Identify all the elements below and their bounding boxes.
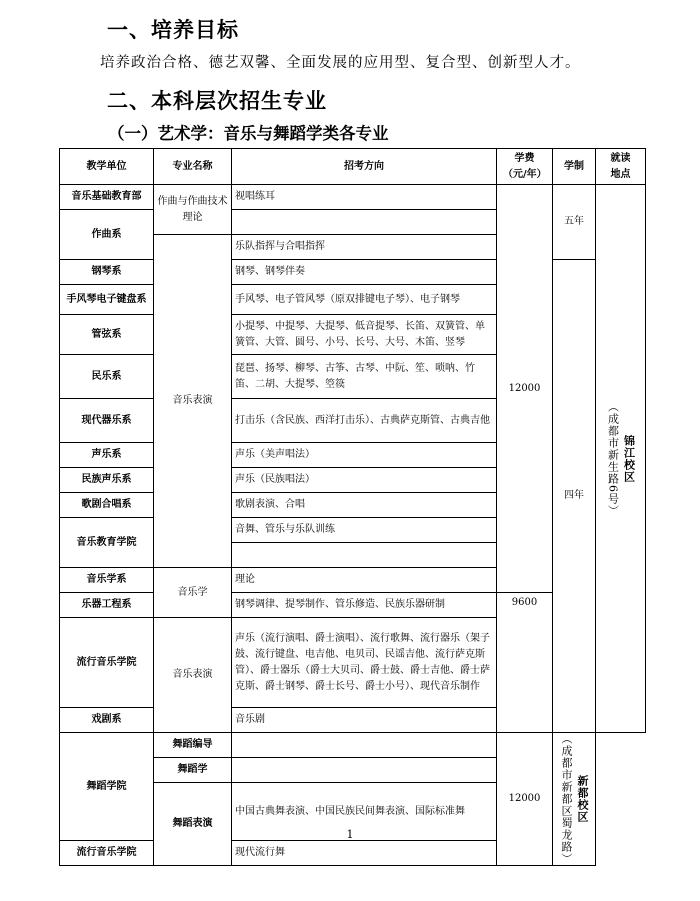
header-duration: 学制 [553,149,596,185]
table-row [60,185,646,210]
major-cell: 舞蹈学 [154,758,232,783]
header-fee-label: 学费（元/年） [503,152,547,180]
fee-cell: 12000 [497,185,553,593]
direction-cell [232,543,497,568]
unit-cell: 流行音乐学院 [60,618,154,708]
direction-cell: 小提琴、中提琴、大提琴、低音提琴、长笛、双簧管、单簧管、大管、圆号、小号、长号、大号、木笛、竖琴 [232,315,497,355]
direction-cell [232,210,497,235]
direction-cell: 打击乐（含民族、西洋打击乐）、古典萨克斯管、古典吉他 [232,399,497,443]
unit-cell: 手风琴电子键盘系 [60,285,154,315]
unit-cell: 乐器工程系 [60,593,154,618]
location-jinjiang [599,185,642,732]
direction-cell: 现代流行舞 [232,841,497,866]
unit-cell: 钢琴系 [60,260,154,285]
direction-cell: 声乐（流行演唱、爵士演唱）、流行歌舞、流行器乐（架子鼓、流行键盘、电吉他、电贝司、民谣吉他、流行萨克斯管）、爵士器乐（爵士大贝司、爵士鼓、爵士吉他、爵士萨克斯、爵士钢琴、爵士长号、爵士小号）、现代音乐制作 [232,618,497,708]
unit-cell: 戏剧系 [60,708,154,733]
major-cell: 音乐学 [154,568,232,618]
enrollment-majors-table [59,148,646,866]
major-cell: 舞蹈表演 [154,783,232,866]
goals-text: 培养政治合格、德艺双馨、全面发展的应用型、复合型、创新型人才。 [100,55,581,71]
header-location [596,149,646,185]
direction-cell: 手风琴、电子管风琴（原双排键电子琴）、电子钢琴 [232,285,497,315]
location-name: 新都校区 [576,775,589,823]
header-fee [497,149,553,185]
unit-cell: 声乐系 [60,443,154,468]
table-row [60,733,646,758]
table-row [60,260,646,285]
fee-cell: 9600 [497,593,553,733]
duration-cell: 四年 [553,260,596,733]
direction-cell: 钢琴调律、提琴制作、管乐修造、民族乐器研制 [232,593,497,618]
direction-cell: 音乐剧 [232,708,497,733]
header-unit: 教学单位 [60,149,154,185]
header-direction: 招考方向 [232,149,497,185]
major-cell: 音乐表演 [154,618,232,733]
unit-cell: 音乐教育学院 [60,518,154,568]
major-cell: 舞蹈编导 [154,733,232,758]
unit-cell: 民乐系 [60,355,154,399]
direction-cell: 钢琴、钢琴伴奏 [232,260,497,285]
location-cell [553,733,596,866]
unit-cell: 流行音乐学院 [60,841,154,866]
major-cell: 作曲与作曲技术理论 [154,185,232,235]
direction-cell [232,758,497,783]
direction-cell: 理论 [232,568,497,593]
unit-cell: 民族声乐系 [60,468,154,493]
location-xindu [556,733,592,865]
unit-cell: 歌剧合唱系 [60,493,154,518]
header-location-label: 就读地点 [610,152,631,180]
direction-cell: 视唱练耳 [232,185,497,210]
header-major: 专业名称 [154,149,232,185]
table-header-row [60,149,646,185]
direction-cell: 声乐（美声唱法） [232,443,497,468]
unit-cell: 管弦系 [60,315,154,355]
location-cell [596,185,646,733]
location-address: （成都市新生路6号） [606,400,620,517]
direction-cell: 音舞、管乐与乐队训练 [232,518,497,543]
major-cell: 音乐表演 [154,235,232,568]
section-heading-goals: 一、培养目标 [107,18,239,42]
section-heading-majors: 二、本科层次招生专业 [107,89,327,113]
unit-cell: 作曲系 [60,210,154,260]
duration-cell: 五年 [553,185,596,260]
direction-cell: 中国古典舞表演、中国民族民间舞表演、国际标准舞 [232,783,497,841]
subsection-heading-music-dance: （一）艺术学：音乐与舞蹈学类各专业 [108,124,389,143]
unit-cell: 音乐基础教育部 [60,185,154,210]
direction-cell: 乐队指挥与合唱指挥 [232,235,497,260]
direction-cell: 声乐（民族唱法） [232,468,497,493]
unit-cell: 舞蹈学院 [60,733,154,841]
fee-cell: 12000 [497,733,553,866]
direction-cell [232,733,497,758]
unit-cell: 现代器乐系 [60,399,154,443]
location-address: （成都市新都区蜀龙路） [560,733,573,865]
direction-cell: 歌剧表演、合唱 [232,493,497,518]
page-number: 1 [346,828,354,841]
direction-cell: 琵琶、扬琴、柳琴、古筝、古琴、中阮、笙、唢呐、竹笛、二胡、大提琴、箜篌 [232,355,497,399]
location-name: 锦江校区 [622,434,636,483]
unit-cell: 音乐学系 [60,568,154,593]
